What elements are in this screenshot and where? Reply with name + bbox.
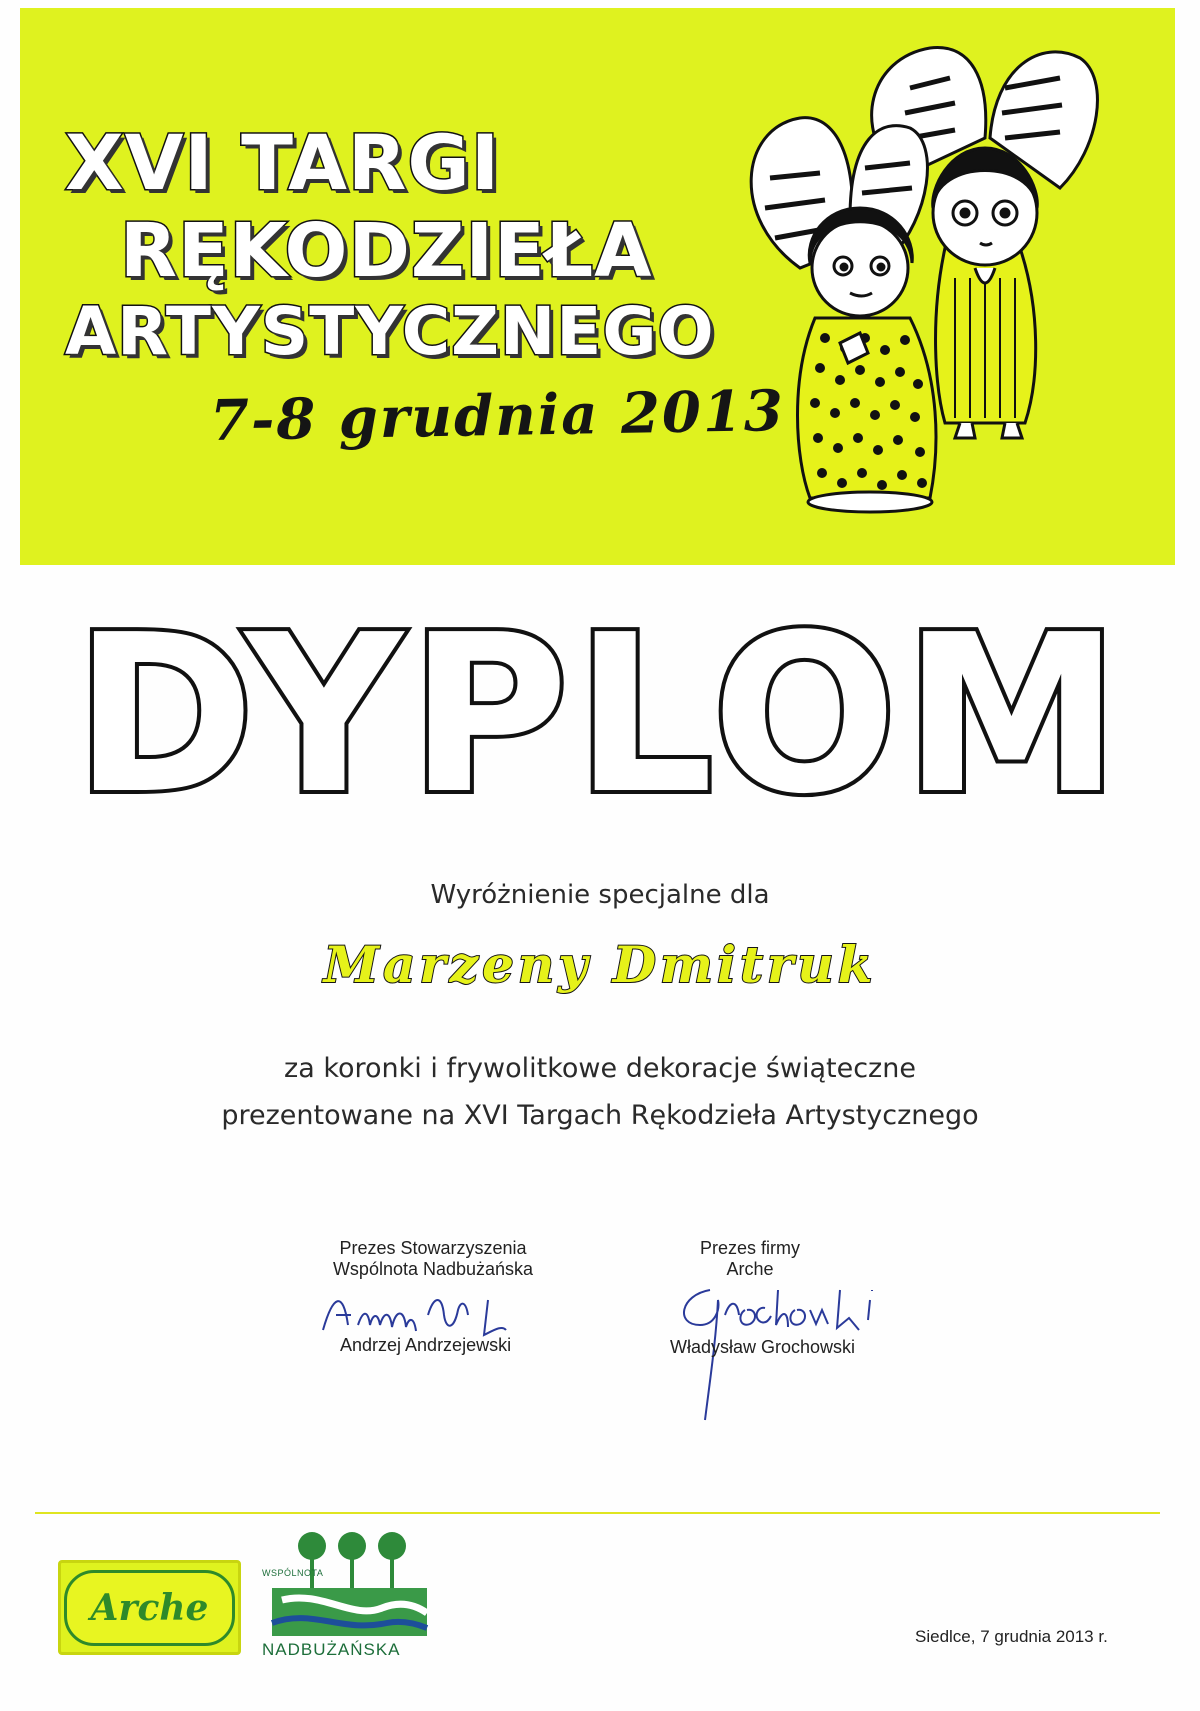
wspolnota-logo-bottom-text: NADBUŻAŃSKA bbox=[262, 1640, 401, 1659]
banner-title-line2: RĘKODZIEŁA bbox=[120, 208, 653, 294]
recipient-name: Marzeny Dmitruk bbox=[323, 935, 877, 994]
footer-divider bbox=[35, 1512, 1160, 1514]
diploma-title-text: DYPLOM bbox=[73, 589, 1127, 842]
left-angel bbox=[751, 118, 936, 512]
banner-title-line3: ARTYSTYCZNEGO bbox=[65, 293, 715, 370]
reason-line-1: za koronki i frywolitkowe dekoracje świąteczne bbox=[284, 1053, 916, 1084]
award-line: Wyróżnienie specjalne dla bbox=[430, 880, 770, 910]
left-signatory-title-line1: Prezes Stowarzyszenia bbox=[339, 1238, 527, 1258]
angel-figures-illustration bbox=[740, 18, 1180, 563]
place-and-date: Siedlce, 7 grudnia 2013 r. bbox=[915, 1627, 1108, 1646]
banner-date: 7-8 grudnia 2013 bbox=[209, 377, 786, 455]
banner-title-line1: XVI TARGI bbox=[65, 118, 501, 207]
left-handwritten-signature bbox=[318, 1285, 548, 1340]
right-signatory-name: Władysław Grochowski bbox=[670, 1337, 856, 1357]
reason-line-2: prezentowane na XVI Targach Rękodzieła Artystycznego bbox=[221, 1100, 979, 1131]
event-banner bbox=[20, 8, 1175, 565]
left-signatory-title-line2: Wspólnota Nadbużańska bbox=[332, 1259, 534, 1279]
trees-river-icon bbox=[262, 1528, 437, 1640]
left-signatory-title bbox=[288, 1238, 578, 1280]
left-signatory-name: Andrzej Andrzejewski bbox=[340, 1335, 512, 1355]
arche-logo-badge bbox=[64, 1570, 235, 1646]
right-signatory-title-line2: Arche bbox=[726, 1259, 774, 1279]
diploma-title bbox=[73, 589, 1127, 842]
wspolnota-logo-top-text: WSPÓLNOTA bbox=[262, 1568, 324, 1578]
arche-logo bbox=[58, 1560, 241, 1655]
wspolnota-nadbuzanska-logo bbox=[262, 1528, 437, 1668]
right-signatory-title-line1: Prezes firmy bbox=[699, 1238, 800, 1258]
arche-logo-text: Arche bbox=[90, 1586, 209, 1629]
